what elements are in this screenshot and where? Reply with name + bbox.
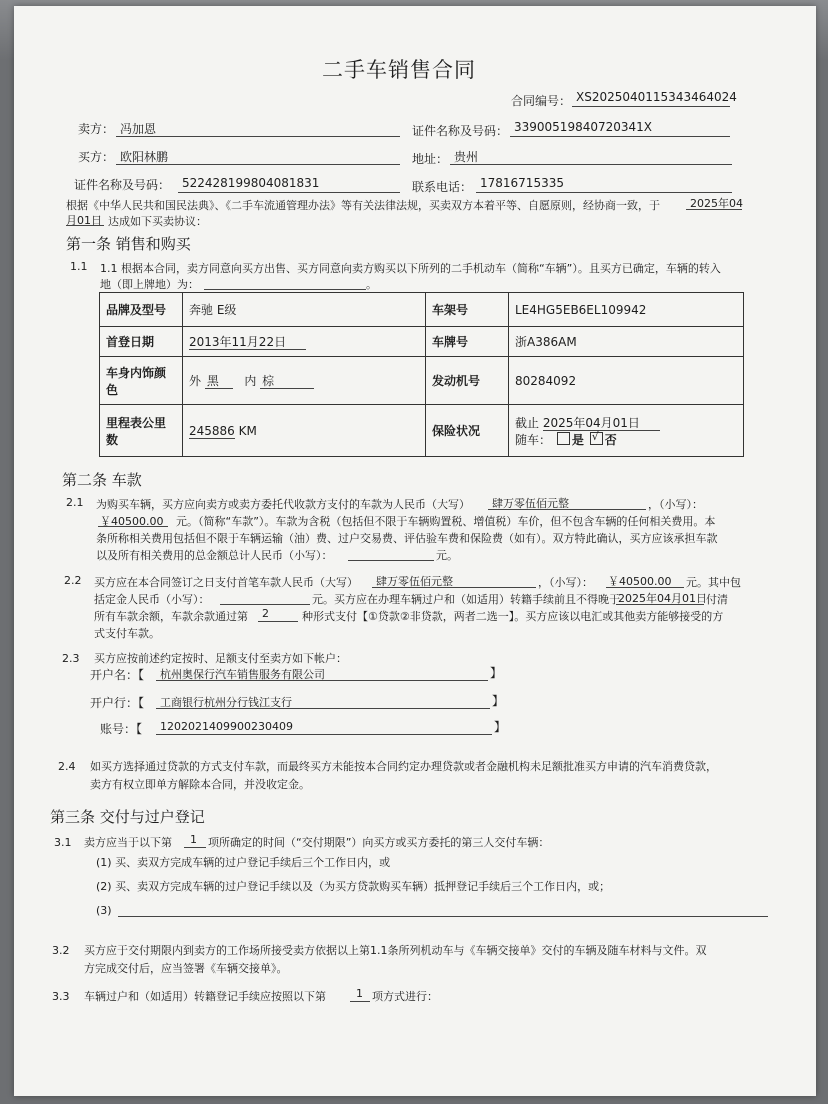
acct-value: 1202021409900230409	[160, 720, 293, 733]
color-label-b: 色	[106, 382, 119, 397]
p22-l4: 式支付车款。	[94, 627, 160, 640]
article3-title: 第三条 交付与过户登记	[50, 808, 205, 826]
p22-method: 2	[262, 607, 269, 620]
preamble-line1: 根据《中华人民共和国民法典》、《二手车流通管理办法》等有关法律法规，买卖双方本着平等、自愿原则，经协商一致，于	[66, 199, 660, 212]
document-title: 二手车销售合同	[322, 58, 476, 82]
seller-id-label: 证件名称及号码：	[412, 124, 509, 138]
reg-date-label: 首登日期	[100, 327, 183, 357]
ins-yes-checkbox[interactable]	[557, 432, 570, 445]
ins-no-checkbox[interactable]	[590, 432, 603, 445]
interior-value: 棕	[260, 374, 314, 389]
p21-amount-upper: 肆万零伍佰元整	[492, 497, 569, 510]
p32-num: 3.2	[52, 944, 70, 957]
p22-l1c: 元。其中包	[686, 576, 741, 589]
brand-label: 品牌及型号	[100, 293, 183, 327]
p22-amount-lower: ￥40500.00	[608, 575, 672, 588]
mileage-unit: KM	[238, 423, 257, 438]
p21-amount-lower: ￥40500.00	[100, 515, 164, 528]
buyer-name: 欧阳林鹏	[120, 150, 169, 164]
p21-l3: 条所称相关费用包括但不限于车辆运输（油）费、过户交易费、评估验车费和保险费（如有）。双方特此确认，买方应该承担车款	[96, 532, 718, 545]
article1-text2-end: 。	[366, 278, 377, 291]
vin-value: LE4HG5EB6EL109942	[509, 293, 744, 327]
interior-label: 内	[244, 374, 257, 388]
p21-l1a: 为购买车辆，买方应向卖方或卖方委托代收款方支付的车款为人民币（大写）	[96, 498, 470, 511]
p31-num: 3.1	[54, 836, 72, 849]
buyer-addr: 贵州	[454, 150, 479, 164]
p24-l1: 如买方选择通过贷款的方式支付车款，而最终买方未能按本合同约定办理贷款或者金融机构未足额批准买方申请的汽车消费贷款，	[90, 760, 717, 773]
contract-page	[14, 6, 816, 1096]
holder-close: 】	[490, 666, 503, 680]
brand-value: 奔驰 E级	[183, 293, 426, 327]
p31-l1a: 卖方应当于以下第	[84, 836, 172, 849]
buyer-phone: 17816715335	[480, 176, 564, 190]
plate-label: 车牌号	[426, 327, 509, 357]
exterior-value: 黑	[205, 374, 233, 389]
seller-id: 33900519840720341X	[514, 120, 653, 134]
mileage-label-b: 数	[106, 432, 119, 447]
seller-name: 冯加恩	[120, 122, 157, 136]
p23-num: 2.3	[62, 652, 80, 665]
p21-num: 2.1	[66, 496, 84, 509]
article1-num: 1.1	[70, 260, 88, 273]
preamble-date-a: 2025年04	[690, 197, 743, 210]
p22-amount-upper: 肆万零伍佰元整	[376, 575, 453, 588]
engine-label: 发动机号	[426, 357, 509, 405]
p22-l3a: 所有车款余额，车款余款通过第	[94, 610, 248, 623]
p21-l1b: ，（小写）：	[648, 498, 703, 511]
ins-no-label: 否	[604, 432, 617, 447]
ins-until-label: 截止	[515, 415, 540, 430]
ins-until-value: 2025年04月01日	[543, 416, 660, 431]
holder-label: 开户名：【	[90, 668, 145, 682]
ins-with-label: 随车：	[515, 432, 552, 447]
article1-title: 第一条 销售和购买	[66, 235, 191, 253]
exterior-label: 外	[189, 374, 202, 388]
seller-label: 卖方：	[78, 122, 115, 136]
insurance-label: 保险状况	[426, 405, 509, 457]
p22-l1a: 买方应在本合同签订之日支付首笔车款人民币（大写）	[94, 576, 358, 589]
p32-l2: 方完成交付后，应当签署《车辆交接单》。	[84, 962, 288, 975]
buyer-addr-label: 地址：	[412, 152, 449, 166]
article2-title: 第二条 车款	[62, 471, 142, 489]
contract-no-label: 合同编号：	[511, 94, 572, 108]
bank-value: 工商银行杭州分行钱江支行	[160, 696, 292, 709]
p22-due-date: 2025年04月01日	[618, 592, 707, 605]
vehicle-table	[99, 292, 744, 457]
acct-label: 账号：【	[100, 722, 143, 736]
buyer-phone-label: 联系电话：	[412, 180, 473, 194]
preamble-date-b: 月01日	[66, 214, 102, 227]
p31-item: 1	[190, 833, 197, 846]
p22-num: 2.2	[64, 574, 82, 587]
p22-l2a: 括定金人民币（小写）：	[94, 593, 210, 606]
p24-l2: 卖方有权立即单方解除本合同，并没收定金。	[90, 778, 310, 791]
p23-intro: 买方应按前述约定按时、足额支付至卖方如下帐户：	[94, 652, 347, 665]
p31-l1b: 项所确定的时间（“交付期限”）向买方或买方委托的第三人交付车辆：	[208, 836, 550, 849]
p31-o3: (3)	[96, 904, 112, 917]
buyer-label: 买方：	[78, 150, 115, 164]
color-label-a: 车身内饰颜	[106, 365, 167, 380]
p22-l2c: 付清	[706, 593, 728, 606]
p33-item: 1	[356, 987, 363, 1000]
p31-o2: (2) 买、卖双方完成车辆的过户登记手续以及（为买方贷款购买车辆）抵押登记手续后三个工作日内，或；	[96, 880, 611, 893]
contract-no: XS2025040115343464024	[576, 90, 737, 104]
plate-value: 浙A386AM	[509, 327, 744, 357]
engine-value: 80284092	[509, 357, 744, 405]
p21-l2: 元。（简称“车款”）。车款为含税（包括但不限于车辆购置税、增值税）车价，但不包含车辆的任何相关费用。本	[176, 515, 716, 528]
p21-l4b: 元。	[436, 549, 458, 562]
buyer-id: 522428199804081831	[182, 176, 320, 190]
p32-l1: 买方应于交付期限内到卖方的工作场所接受卖方依据以上第1.1条所列机动车与《车辆交接单》交付的车辆及随车材料与文件。双	[84, 944, 707, 957]
acct-close: 】	[494, 720, 507, 734]
article1-text2: 地（即上牌地）为：	[100, 278, 199, 291]
p21-l4a: 以及所有相关费用的总金额总计人民币（小写）：	[96, 549, 333, 562]
mileage-value: 245886	[189, 423, 235, 438]
p33-l1b: 项方式进行：	[372, 990, 438, 1003]
p22-l1b: ，（小写）：	[538, 576, 593, 589]
p31-o1: (1) 买、卖双方完成车辆的过户登记手续后三个工作日内，或	[96, 856, 391, 869]
vin-label: 车架号	[426, 293, 509, 327]
article1-text1: 1.1 根据本合同，卖方同意向买方出售、买方同意向卖方购买以下所列的二手机动车（简称“车辆”）。且买方已确定，车辆的转入	[100, 262, 721, 275]
bank-label: 开户行：【	[90, 696, 145, 710]
p33-l1a: 车辆过户和（如适用）转籍登记手续应按照以下第	[84, 990, 326, 1003]
preamble-line2: 达成如下买卖协议：	[108, 215, 207, 228]
reg-date-value: 2013年11月22日	[189, 335, 306, 350]
p33-num: 3.3	[52, 990, 70, 1003]
bank-close: 】	[492, 694, 505, 708]
p22-l3b: 种形式支付【①贷款②非贷款，两者二选一】。买方应该以电汇或其他卖方能够接受的方	[302, 610, 724, 623]
buyer-id-label: 证件名称及号码：	[74, 178, 171, 192]
p24-num: 2.4	[58, 760, 76, 773]
holder-value: 杭州奥保行汽车销售服务有限公司	[160, 668, 325, 681]
p22-l2b: 元。买方应在办理车辆过户和（如适用）转籍手续前且不得晚于	[312, 593, 620, 606]
mileage-label-a: 里程表公里	[106, 415, 167, 430]
ins-yes-label: 是	[571, 432, 584, 447]
